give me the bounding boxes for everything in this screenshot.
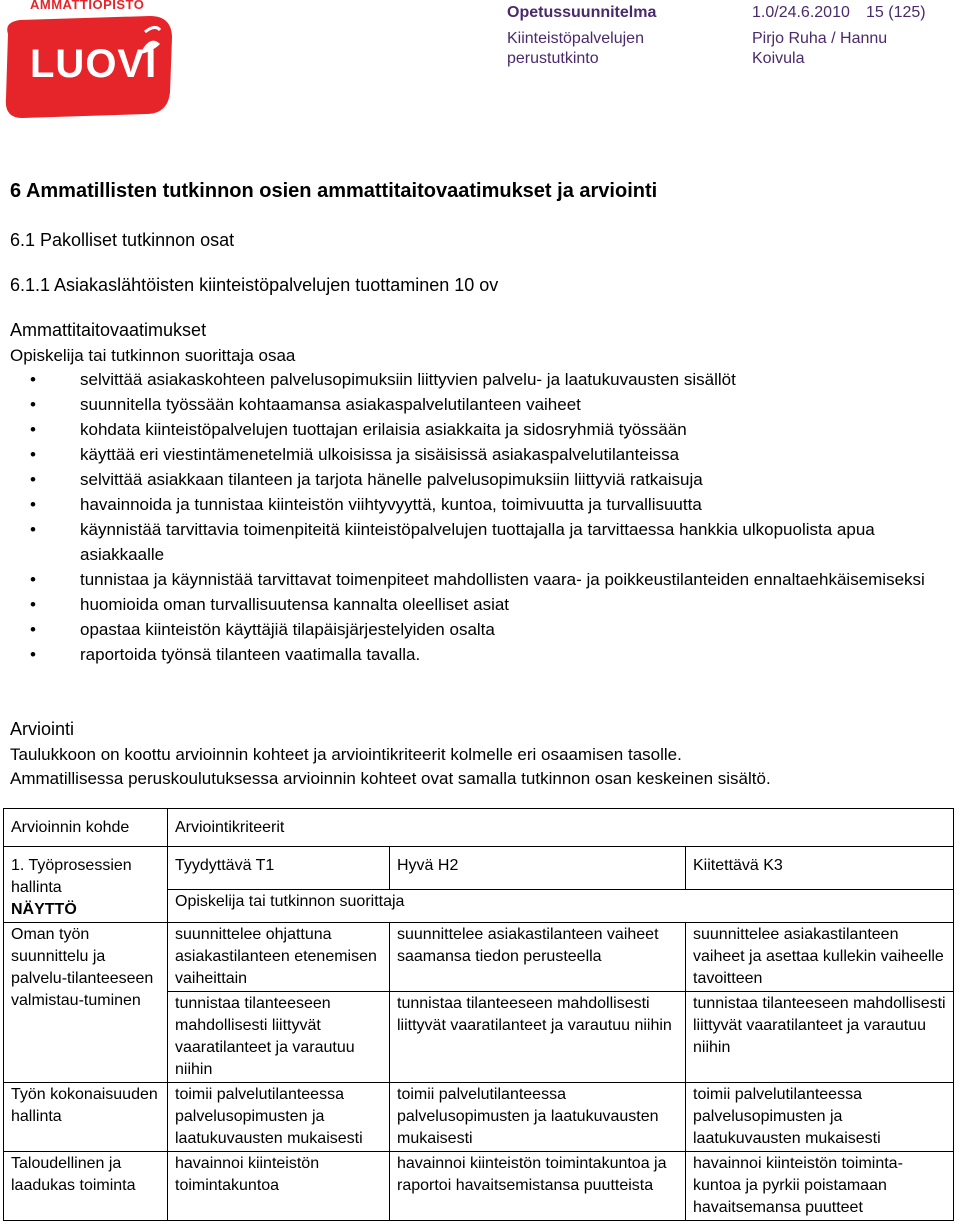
table-row — [4, 847, 954, 890]
level-t1: Tyydyttävä T1 — [168, 847, 390, 890]
performer-cell: Opiskelija tai tutkinnon suorittaja — [168, 889, 954, 922]
header-page: 15 (125) — [866, 4, 926, 21]
logo-top-text: AMMATTIOPISTO — [30, 0, 145, 12]
table-row — [4, 923, 954, 992]
evaluation-table — [3, 808, 954, 1221]
evaluation-paragraph-1: Taulukkoon on koottu arvioinnin kohteet ja arviointikriteerit kolmelle eri osaamisen tasolle. — [10, 745, 682, 764]
header-author-1: Pirjo Ruha / Hannu — [752, 30, 888, 47]
requirements-intro: Opiskelija tai tutkinnon suorittaja osaa — [10, 346, 296, 365]
criteria-k3: suunnittelee asiakastilanteen vaiheet ja asettaa kullekin vaiheelle tavoitteen — [686, 923, 954, 992]
requirements-list — [30, 367, 930, 667]
criteria-h2: suunnittelee asiakastilanteen vaiheet saamansa tiedon perusteella — [390, 923, 686, 992]
list-item: • selvittää asiakaskohteen palvelusopimuksiin liittyvien palvelu- ja laatukuvausten sisällöt — [30, 367, 930, 392]
col-header-target: Arvioinnin kohde — [4, 809, 168, 847]
logo-brand: LUOVI — [30, 42, 158, 86]
table-row — [4, 1152, 954, 1221]
list-item: • suunnitella työssään kohtaamansa asiakaspalvelutilanteen vaiheet — [30, 392, 930, 417]
criteria-h2: toimii palvelutilanteessa palvelusopimusten ja laatukuvausten mukaisesti — [390, 1083, 686, 1152]
criteria-h2: havainnoi kiinteistön toimintakuntoa ja raportoi havaitsemistansa puutteista — [390, 1152, 686, 1221]
header-title: Opetussuunnitelma — [507, 4, 657, 21]
target-cell: Taloudellinen ja laadukas toiminta — [4, 1152, 168, 1221]
header-subject-2: perustutkinto — [507, 50, 599, 67]
chapter-heading: 6 Ammatillisten tutkinnon osien ammattitaitovaatimukset ja arviointi — [10, 180, 658, 202]
section-cell — [4, 847, 168, 923]
list-item: • tunnistaa ja käynnistää tarvittavat toimenpiteet mahdollisten vaara- ja poikkeustilanteiden ennaltaehkäisemiseksi — [30, 567, 930, 592]
criteria-k3: tunnistaa tilanteeseen mahdollisesti liittyvät vaaratilanteet ja varautuu niihin — [686, 992, 954, 1083]
level-k3: Kiitettävä K3 — [686, 847, 954, 890]
list-item: • havainnoida ja tunnistaa kiinteistön viihtyvyyttä, kuntoa, toimivuutta ja turvallisuutta — [30, 492, 930, 517]
list-item: • käynnistää tarvittavia toimenpiteitä kiinteistöpalvelujen tuottajalla ja tarvittaessa hankkia ulkopuolista apua asiakkaalle — [30, 517, 930, 567]
criteria-k3: havainnoi kiinteistön toiminta-kuntoa ja pyrkii poistamaan havaitsemansa puutteet — [686, 1152, 954, 1221]
target-cell: Oman työn suunnittelu ja palvelu-tilanteeseen valmistau-tuminen — [4, 923, 168, 1083]
header-author-2: Koivula — [752, 50, 805, 67]
subsection-heading: 6.1.1 Asiakaslähtöisten kiinteistöpalvelujen tuottaminen 10 ov — [10, 275, 499, 295]
logo — [0, 0, 180, 120]
criteria-k3: toimii palvelutilanteessa palvelusopimusten ja laatukuvausten mukaisesti — [686, 1083, 954, 1152]
criteria-t1: toimii palvelutilanteessa palvelusopimusten ja laatukuvausten mukaisesti — [168, 1083, 390, 1152]
section-heading: 6.1 Pakolliset tutkinnon osat — [10, 230, 235, 250]
list-item: • selvittää asiakkaan tilanteen ja tarjota hänelle palvelusopimuksiin liittyviä ratkaisuja — [30, 467, 930, 492]
evaluation-paragraph-2: Ammatillisessa peruskoulutuksessa arvioinnin kohteet ovat samalla tutkinnon osan keskeinen sisältö. — [10, 769, 771, 788]
criteria-t1: tunnistaa tilanteeseen mahdollisesti liittyvät vaaratilanteet ja varautuu niihin — [168, 992, 390, 1083]
section-label: 1. Työprosessien hallinta — [11, 857, 132, 896]
list-item: • opastaa kiinteistön käyttäjiä tilapäisjärjestelyiden osalta — [30, 617, 930, 642]
table-row — [4, 1083, 954, 1152]
header-version: 1.0/24.6.2010 — [752, 4, 850, 21]
criteria-t1: suunnittelee ohjattuna asiakastilanteen etenemisen vaiheittain — [168, 923, 390, 992]
list-item: • raportoida työnsä tilanteen vaatimalla tavalla. — [30, 642, 930, 667]
criteria-t1: havainnoi kiinteistön toimintakuntoa — [168, 1152, 390, 1221]
requirements-title: Ammattitaitovaatimukset — [10, 320, 207, 340]
col-header-criteria: Arviointikriteerit — [168, 809, 954, 847]
list-item: • kohdata kiinteistöpalvelujen tuottajan erilaisia asiakkaita ja sidosryhmiä työssään — [30, 417, 930, 442]
list-item: • huomioida oman turvallisuutensa kannalta oleelliset asiat — [30, 592, 930, 617]
list-item: • käyttää eri viestintämenetelmiä ulkoisissa ja sisäisissä asiakaspalvelutilanteissa — [30, 442, 930, 467]
header-subject-1: Kiinteistöpalvelujen — [507, 30, 644, 47]
criteria-h2: tunnistaa tilanteeseen mahdollisesti liittyvät vaaratilanteet ja varautuu niihin — [390, 992, 686, 1083]
level-h2: Hyvä H2 — [390, 847, 686, 890]
evaluation-title: Arviointi — [10, 719, 75, 739]
table-header-row — [4, 809, 954, 847]
target-cell: Työn kokonaisuuden hallinta — [4, 1083, 168, 1152]
naytto-label: NÄYTTÖ — [11, 901, 77, 918]
